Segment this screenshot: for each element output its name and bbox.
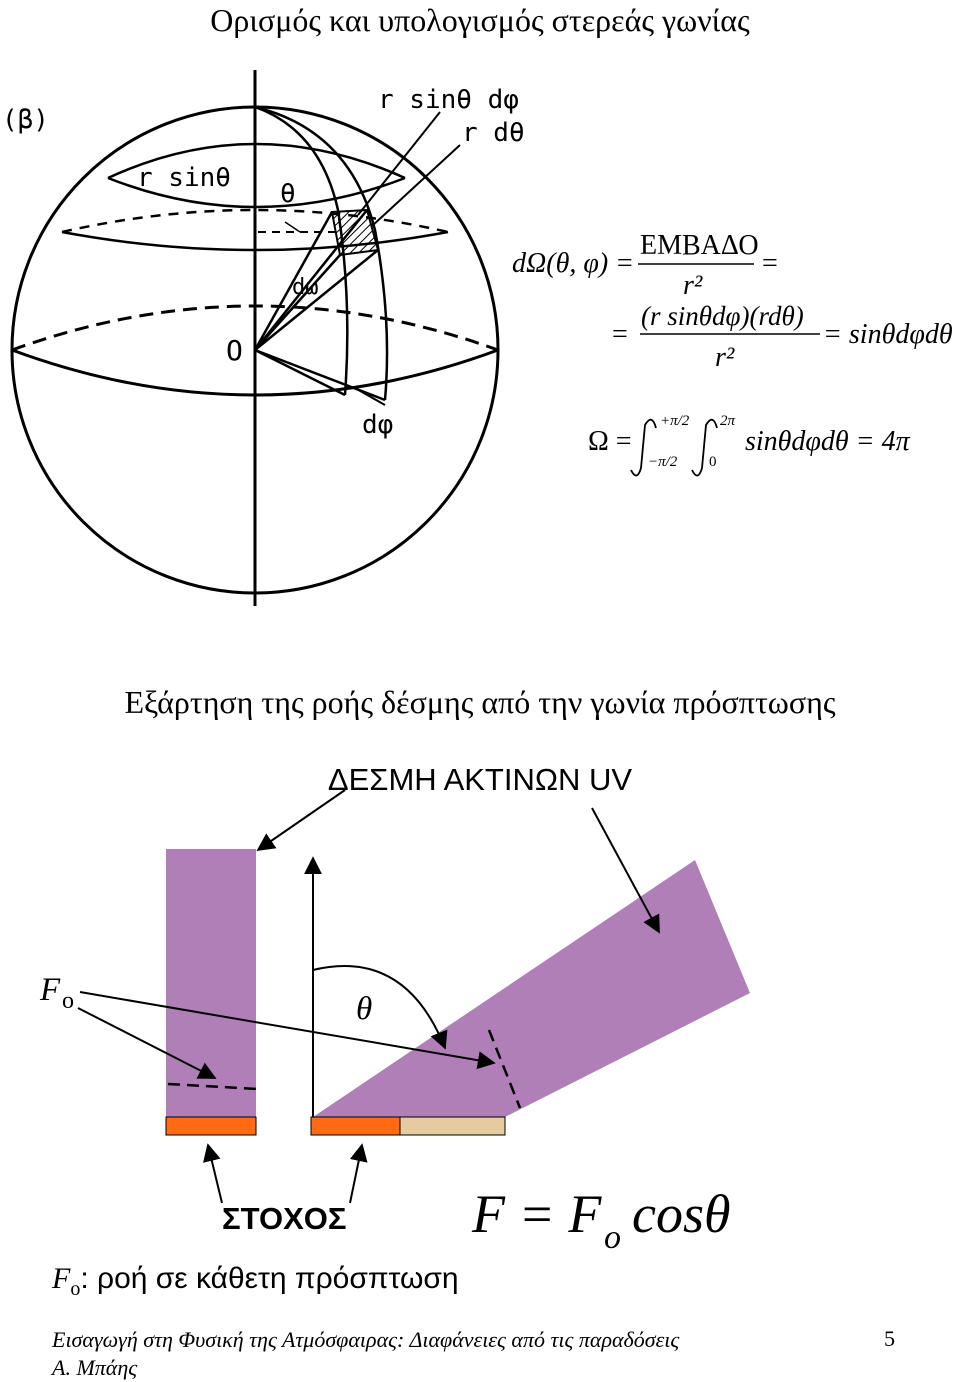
label-d-omega: dω [292, 275, 319, 300]
fo-symbol-sub: o [70, 1278, 81, 1300]
label-r-sin-theta-dphi: r sinθ dφ [378, 85, 519, 115]
target-normal [166, 1117, 256, 1135]
eq1-numerator: ΕΜΒΑΔΟ [640, 230, 759, 261]
beam-label: ΔΕΣΜΗ ΑΚΤΙΝΩΝ UV [327, 762, 633, 797]
footer [52, 1326, 679, 1382]
formula-rhs: cosθ [632, 1184, 731, 1244]
fo-definition [52, 1262, 459, 1301]
eq3-body: sinθdφdθ = 4π [745, 426, 910, 457]
label-d-phi: dφ [362, 410, 394, 440]
page-number: 5 [884, 1326, 895, 1351]
eq2-lead: = [612, 319, 628, 350]
fo-label-sub: o [62, 988, 74, 1014]
eq3-int1-upper: +π/2 [660, 413, 690, 429]
fo-label-main: F [40, 972, 61, 1008]
section-title: Εξάρτηση της ροής δέσμης από την γωνία πρόσπτωσης [124, 684, 836, 720]
fo-definition-text: : ροή σε κάθετη πρόσπτωση [80, 1262, 459, 1295]
target-label: ΣΤΟΧΟΣ [222, 1201, 347, 1236]
eq2-rhs: = sinθdφdθ [823, 319, 953, 350]
footer-line-2: Α. Μπάης [52, 1355, 138, 1380]
beam-diagram [78, 790, 750, 1203]
eq2-denominator: r² [715, 342, 735, 373]
eq3-int2-lower: 0 [709, 454, 717, 470]
beam-oblique [313, 860, 750, 1117]
label-origin: O [226, 334, 243, 367]
label-r-sin-theta: r sinθ [137, 163, 231, 193]
page-title: Ορισμός και υπολογισμός στερεάς γωνίας [210, 2, 750, 38]
sphere-diagram [12, 70, 498, 606]
eq1-tail: = [762, 248, 778, 279]
theta-label: θ [356, 991, 373, 1027]
eq2-numerator: (r sinθdφ)(rdθ) [641, 301, 804, 331]
footer-line-1: Εισαγωγή στη Φυσική της Ατμόσφαιρας: Διαφάνειες από τις παραδόσεις [52, 1327, 680, 1352]
target-extension [400, 1117, 505, 1135]
eq3-lhs: Ω = [588, 426, 632, 457]
fo-symbol-main: F [52, 1262, 71, 1295]
eq1-lhs: dΩ(θ, φ) = [512, 248, 635, 279]
eq1-denominator: r² [683, 270, 703, 301]
panel-label: (β) [2, 105, 49, 135]
label-theta: θ [280, 179, 296, 209]
eq3-int2-upper: 2π [720, 413, 736, 429]
formula-sub: o [604, 1219, 621, 1256]
label-r-dtheta: r dθ [462, 118, 525, 148]
eq3-int1-lower: −π/2 [648, 454, 678, 470]
target-oblique [311, 1117, 400, 1135]
formula-lhs: F = F [472, 1184, 602, 1244]
equations [512, 230, 953, 476]
